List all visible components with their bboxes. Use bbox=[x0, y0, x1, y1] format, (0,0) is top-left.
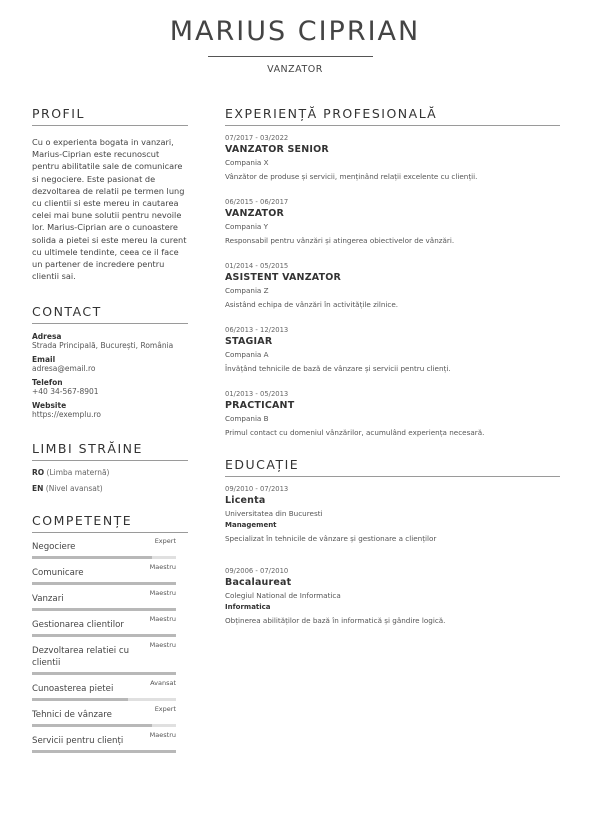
education-degree: Bacalaureat bbox=[225, 577, 292, 588]
skill-bar-fill bbox=[32, 634, 176, 637]
experience-section bbox=[225, 106, 560, 437]
language-item bbox=[32, 468, 188, 477]
experience-role: VANZATOR SENIOR bbox=[225, 144, 329, 155]
experience-company: Compania X bbox=[225, 158, 269, 167]
skill-bar bbox=[32, 672, 176, 675]
skill-bar bbox=[32, 750, 176, 753]
experience-entry bbox=[225, 198, 560, 245]
contact-item bbox=[32, 378, 188, 396]
profile-section bbox=[32, 106, 188, 282]
experience-title: EXPERIENȚĂ PROFESIONALĂ bbox=[225, 106, 560, 126]
education-field: Informatica bbox=[225, 603, 271, 611]
experience-role: STAGIAR bbox=[225, 336, 273, 347]
skills-title: COMPETENȚE bbox=[32, 513, 188, 533]
experience-role: VANZATOR bbox=[225, 208, 284, 219]
languages-section bbox=[32, 441, 188, 493]
profile-title: PROFIL bbox=[32, 106, 188, 126]
skill-level: Expert bbox=[154, 537, 176, 546]
skill-item bbox=[32, 731, 188, 753]
contact-value: +40 34-567-8901 bbox=[32, 387, 99, 397]
experience-dates: 01/2014 - 05/2015 bbox=[225, 262, 289, 270]
skill-item bbox=[32, 705, 188, 727]
contact-value: adresa@email.ro bbox=[32, 364, 96, 374]
experience-dates: 06/2013 - 12/2013 bbox=[225, 326, 289, 334]
education-section bbox=[225, 457, 560, 625]
skill-bar bbox=[32, 698, 176, 701]
experience-dates: 01/2013 - 05/2013 bbox=[225, 390, 289, 398]
education-description: Obținerea abilităților de bază în informatică și gândire logică. bbox=[225, 616, 446, 625]
language-item bbox=[32, 484, 188, 493]
experience-company: Compania B bbox=[225, 414, 269, 423]
skill-level: Maestru bbox=[149, 563, 176, 572]
education-entry bbox=[225, 485, 560, 543]
skill-bar bbox=[32, 724, 176, 727]
experience-dates: 06/2015 - 06/2017 bbox=[225, 198, 289, 206]
experience-company: Compania A bbox=[225, 350, 269, 359]
skill-item bbox=[32, 679, 188, 701]
education-school: Universitatea din Bucuresti bbox=[225, 509, 323, 518]
skill-bar-fill bbox=[32, 608, 176, 611]
profile-text: Cu o experienta bogata in vanzari, Marius-Ciprian este recunoscut pentru abilitatile sale de comunicare si negociere. Este pasionat de dezvoltarea de relatii pe termen lung cu clientii si este mereu in cautarea celei mai bune solutii pentru nevoile lor. Marius-Ciprian are o cunoastere solida a pietei si este mereu la curent cu ultimele tendinte, ceea ce il face un partener de incredere pentru clientii sai. bbox=[32, 137, 187, 282]
skill-name: Cunoasterea pietei bbox=[32, 684, 114, 695]
skill-item bbox=[32, 641, 188, 675]
education-entry bbox=[225, 567, 560, 625]
experience-description: Vânzător de produse și servicii, menținând relații excelente cu clienții. bbox=[225, 172, 478, 181]
skill-item bbox=[32, 563, 188, 585]
languages-title: LIMBI STRĂINE bbox=[32, 441, 188, 461]
experience-company: Compania Y bbox=[225, 222, 269, 231]
education-description: Specializat în tehnicile de vânzare și gestionare a clienților bbox=[225, 534, 437, 543]
skill-name: Vanzari bbox=[32, 594, 64, 605]
skill-bar bbox=[32, 634, 176, 637]
education-field: Management bbox=[225, 521, 277, 529]
experience-description: Învățând tehnicile de bază de vânzare și servicii pentru clienți. bbox=[225, 364, 451, 373]
skill-level: Maestru bbox=[149, 731, 176, 740]
experience-role: PRACTICANT bbox=[225, 400, 295, 411]
skill-item bbox=[32, 615, 188, 637]
experience-entry bbox=[225, 134, 560, 181]
contact-list bbox=[32, 332, 188, 419]
experience-entry bbox=[225, 262, 560, 309]
skill-level: Maestru bbox=[149, 615, 176, 624]
skill-bar-fill bbox=[32, 698, 128, 701]
skill-bar bbox=[32, 556, 176, 559]
skill-name: Tehnici de vânzare bbox=[32, 710, 112, 721]
contact-value: Strada Principală, București, România bbox=[32, 341, 174, 351]
contact-label: Email bbox=[32, 355, 56, 365]
contact-item bbox=[32, 355, 188, 373]
experience-company: Compania Z bbox=[225, 286, 269, 295]
language-code: RO bbox=[32, 468, 45, 478]
skill-bar-fill bbox=[32, 556, 152, 559]
contact-label: Telefon bbox=[32, 378, 63, 388]
education-degree: Licenta bbox=[225, 495, 266, 506]
experience-description: Asistând echipa de vânzări în activitățile zilnice. bbox=[225, 300, 399, 309]
contact-item bbox=[32, 401, 188, 419]
language-level: (Nivel avansat) bbox=[45, 484, 103, 494]
experience-list bbox=[225, 134, 560, 437]
education-dates: 09/2006 - 07/2010 bbox=[225, 567, 289, 575]
job-title: VANZATOR bbox=[267, 64, 323, 75]
skills-list bbox=[32, 537, 188, 753]
left-column bbox=[32, 106, 188, 753]
experience-entry bbox=[225, 390, 560, 437]
skill-bar-fill bbox=[32, 582, 176, 585]
skill-name: Comunicare bbox=[32, 568, 84, 579]
education-list bbox=[225, 485, 560, 625]
education-title: EDUCAȚIE bbox=[225, 457, 560, 477]
skill-level: Expert bbox=[154, 705, 176, 714]
skill-name: Negociere bbox=[32, 542, 76, 553]
language-code: EN bbox=[32, 484, 44, 494]
skill-bar-fill bbox=[32, 750, 176, 753]
contact-section bbox=[32, 304, 188, 419]
experience-description: Primul contact cu domeniul vânzărilor, acumulând experiența necesară. bbox=[225, 428, 485, 437]
skill-item bbox=[32, 537, 188, 559]
name-divider bbox=[208, 56, 373, 57]
contact-item bbox=[32, 332, 188, 350]
education-school: Colegiul National de Informatica bbox=[225, 591, 341, 600]
experience-entry bbox=[225, 326, 560, 373]
right-column bbox=[225, 106, 560, 625]
skill-bar-fill bbox=[32, 724, 152, 727]
contact-title: CONTACT bbox=[32, 304, 188, 324]
skill-item bbox=[32, 589, 188, 611]
experience-role: ASISTENT VANZATOR bbox=[225, 272, 342, 283]
skill-level: Avansat bbox=[150, 679, 176, 688]
skill-level: Maestru bbox=[149, 589, 176, 598]
experience-description: Responsabil pentru vânzări și atingerea obiectivelor de vânzări. bbox=[225, 236, 455, 245]
contact-value: https://exemplu.ro bbox=[32, 410, 101, 420]
candidate-name: MARIUS CIPRIAN bbox=[169, 16, 421, 47]
languages-list bbox=[32, 468, 188, 493]
language-level: (Limba maternă) bbox=[46, 468, 110, 478]
skill-name: Servicii pentru clienți bbox=[32, 736, 124, 747]
skill-name: Dezvoltarea relatiei cu clientii bbox=[32, 646, 130, 669]
experience-dates: 07/2017 - 03/2022 bbox=[225, 134, 289, 142]
contact-label: Website bbox=[32, 401, 67, 411]
skill-bar bbox=[32, 582, 176, 585]
skills-section bbox=[32, 513, 188, 753]
education-dates: 09/2010 - 07/2013 bbox=[225, 485, 289, 493]
skill-bar bbox=[32, 608, 176, 611]
contact-label: Adresa bbox=[32, 332, 62, 342]
skill-name: Gestionarea clientilor bbox=[32, 620, 124, 631]
skill-bar-fill bbox=[32, 672, 176, 675]
skill-level: Maestru bbox=[149, 641, 176, 650]
